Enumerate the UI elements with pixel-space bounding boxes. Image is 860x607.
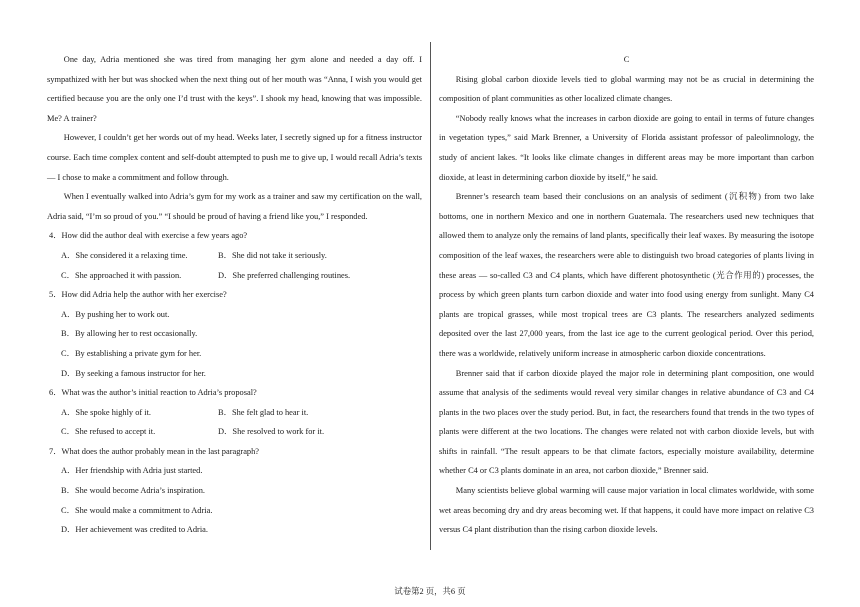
page-footer: 试卷第2 页，共6 页: [394, 587, 466, 596]
option: C．She refused to accept it.: [61, 427, 156, 437]
option-row: [47, 403, 422, 423]
option: A．She spoke highly of it.: [61, 407, 152, 417]
paragraph: Brenner said that if carbon dioxide played the major role in determining plant composition, one would assume that analysis of the sediments would reveal very similar changes in relative abundance of C3 and C4 plants in the two places over the study period. But, in fact, the researchers found that trends in the two types of plants were different at the two locations. The changes were related not with carbon dioxide levels, but with shifts in rainfall. “The result appears to be that climate factors, especially moisture availability, determine whether C4 or C3 plants dominate in an area, not carbon dioxide,” Brenner said.: [439, 368, 814, 476]
paragraph: Rising global carbon dioxide levels tied to global warming may not be as crucial in determining the composition of plant communities as other localized climate changes.: [439, 74, 814, 104]
option: B．She did not take it seriously.: [218, 250, 327, 260]
option: D．She resolved to work for it.: [218, 427, 325, 437]
left-column: [47, 50, 422, 540]
right-column: [439, 50, 814, 540]
option: C．She would make a commitment to Adria.: [61, 505, 213, 515]
option: D．She preferred challenging routines.: [218, 270, 351, 280]
question-stem: 5．How did Adria help the author with her exercise?: [49, 290, 227, 300]
question-stem: 7．What does the author probably mean in the last paragraph?: [49, 446, 260, 456]
option: B．She would become Adria’s inspiration.: [61, 486, 205, 496]
paragraph: When I eventually walked into Adria’s gym for my work as a trainer and saw my certification on the wall, Adria said, “I’m so proud of you.” “I should be proud of having a friend like you,” I responded.: [47, 192, 422, 221]
option: B．By allowing her to rest occasionally.: [61, 329, 198, 339]
option-row: [47, 246, 422, 266]
option-row: [47, 422, 422, 442]
section-letter: C: [623, 55, 630, 64]
question-stem: 4．How did the author deal with exercise a few years ago?: [49, 231, 248, 241]
option: C．By establishing a private gym for her.: [61, 348, 202, 358]
paragraph: However, I couldn’t get her words out of my head. Weeks later, I secretly signed up for a fitness instructor course. Each time complex content and self-doubt attempted to push me to give up, I would recall Adria’s texts — I chose to make a commitment and follow through.: [47, 133, 422, 182]
paragraph: Brenner’s research team based their conclusions on an analysis of sediment (沉积物) from two lake bottoms, one in northern Mexico and one in northern Guatemala. The researchers used new techniques that allowed them to analyze only the remains of land plants, specifically their leaf waxes. By measuring the isotope composition of the leaf waxes, the researchers were able to distinguish two broad categories of plants living in these areas — so-called C3 and C4 plants, which have different photosynthetic (光合作用的) processes, the process by which green plants turn carbon dioxide and water into food using energy from sunlight. Many C4 plants are tropical grasses, while most tropical trees are C3 plants. The researchers analyzed sediments deposited over the last 27,000 years, from the last ice age to the current geological period. Over this period, there was a worldwide, relatively uniform increase in atmospheric carbon dioxide concentrations.: [439, 192, 814, 358]
option: A．She considered it a relaxing time.: [61, 250, 188, 260]
option-row: [47, 266, 422, 286]
option: D．By seeking a famous instructor for her.: [61, 368, 206, 378]
option: A．Her friendship with Adria just started.: [61, 466, 203, 476]
question-stem: 6．What was the author’s initial reaction to Adria’s proposal?: [49, 388, 257, 398]
paragraph: Many scientists believe global warming will cause major variation in local climates worldwide, with some wet areas becoming dry and dry areas becoming wet. If that happens, it could have more impact on relative C3 versus C4 plant distribution than the rising carbon dioxide levels.: [439, 486, 814, 535]
option: A．By pushing her to work out.: [61, 309, 170, 319]
option: B．She felt glad to hear it.: [218, 407, 309, 417]
paragraph: One day, Adria mentioned she was tired from managing her gym alone and needed a day off. I sympathized with her but was shocked when the next thing out of her mouth was “Anna, I wish you would get certified because you are the only one I’d trust with the keys”. I shook my head, knowing that was impossible. Me? A trainer?: [47, 55, 422, 123]
paragraph: “Nobody really knows what the increases in carbon dioxide are going to entail in terms of future changes in vegetation types,” said Mark Brenner, a University of Florida assistant professor of paleolimnology, the study of ancient lakes. “It looks like climate changes in different areas may be more important than carbon dioxide, at least in determining carbon dioxide by itself,” he said.: [439, 113, 814, 182]
option: C．She approached it with passion.: [61, 270, 182, 280]
column-divider: [430, 42, 431, 550]
option: D．Her achievement was credited to Adria.: [61, 525, 208, 535]
